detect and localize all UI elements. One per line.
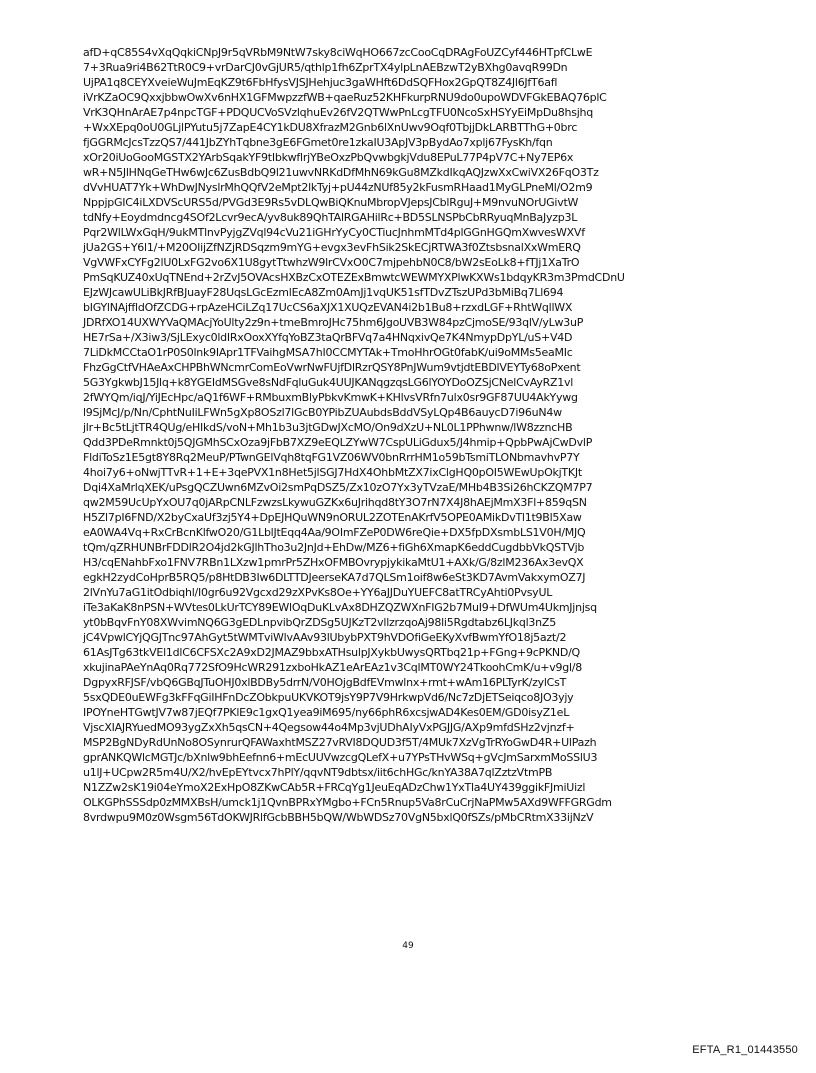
text-line: afD+qC85S4vXqQqkiCNpJ9r5qVRbM9NtW7sky8ciWqHO667zcCooCqDRAgFoUZCyf446HTpfCLwE (83, 46, 593, 59)
text-line: 8vrdwpu9M0z0Wsgm56TdOKWJRlfGcbBBH5bQW/WbWDSz70VgN5bxlQ0fSZs/pMbCRtmX33ijNzV (83, 811, 594, 824)
text-line: 7LiDkMCCtaO1rP0S0lnk9IApr1TFVaihgMSA7hI0CCMYTAk+TmoHhrOGt0fabK/ui9oMMs5eaMIc (83, 346, 573, 359)
text-line: 7+3Rua9ri4B62TtR0C9+vrDarCJ0vGjUR5/qthlp1fh6ZprTX4ylpLnAEBzwT2yBXhg0avqR99Dn (83, 61, 568, 74)
text-line: 2fWYQm/iqJ/YiJEcHpc/aQ1f6WF+RMbuxmBlyPbkvKmwK+KHlvsVRfn7ulx0sr9GF87UU4AkYywg (83, 391, 578, 404)
text-line: l9SjMcJ/p/Nn/CphtNuIiLFWn5gXp8OSzl7lGcB0YPibZUAubdsBddVSyLQp4B6auycD7i96uN4w (83, 406, 562, 419)
text-line: FldiToSz1E5gt8Y8Rq2MeuP/PTwnGElVqh8tqFG1VZ06WV0bnRrrHM1o59bTsmiTLONbmavhvP7Y (83, 451, 580, 464)
page-number: 49 (402, 941, 414, 951)
text-line: 5sxQDE0uEWFg3kFFqGiIHFnDcZObkpuUKVKOT9jsY9P7V9HrkwpVd6/Nc7zDjETSeiqco8JO3yjy (83, 691, 574, 704)
text-line: bIGYlNAjffldOfZCDG+rpAzeHCiLZq17UcCS6aXJX1XUQzEVAN4i2b1Bu8+rzxdLGF+RhtWqllWX (83, 301, 573, 314)
text-line: xOr20iUoGooMGSTX2YArbSqakYF9tIbkwflrjYBeOxzPbQvwbgkjVdu8EPuL77P4pV7C+Ny7EP6x (83, 151, 574, 164)
text-line: Qdd3PDeRmnkt0j5QJGMhSCxOza9jFbB7XZ9eEQLZYwW7CspULiGdux5/J4hmip+QpbPwAjCwDvlP (83, 436, 593, 449)
text-line: iVrKZaOC9QxxjbbwOwXv6nHX1GFMwpzzfWB+qaeRuz52KHFkurpRNU9do0upoWDVFGkEBAQ76plC (83, 91, 607, 104)
text-line: FhzGgCtfVHAeAxCHPBhWNcmrComEoVwrNwFUjfDlRzrQSY8PnJWum9vtjdtEBDlVEYTy68oPxent (83, 361, 581, 374)
text-line: yt0bBqvFnY08XWvimNQ6G3gEDLnpvibQrZDSg5UJKzT2vllzrzqoAj98li5Rgdtabz6LJkql3nZ5 (83, 616, 556, 629)
text-line: egkH2zydCoHprB5RQ5/p8HtDB3Iw6DLTTDJeerseKA7d7QLSm1oif8w6eSt3KD7AvmVakxymOZ7J (83, 571, 586, 584)
encoded-text-block (83, 45, 743, 825)
text-line: 2lVnYu7aG1itOdbiqhl/I0gr6u92Vgcxd29zXPvKs8Oe+YY6aJJDuYUEFC8atTRCyAhti0PvsyUL (83, 586, 553, 599)
text-line: jC4VpwlCYjQGJTnc97AhGyt5tWMTviWlvAAv93lUbybPXT9hVDOfiGeEKyXvfBwmYfO18j5azt/2 (83, 631, 567, 644)
bates-number: EFTA_R1_01443550 (692, 1044, 798, 1056)
text-line: HE7rSa+/X3iw3/SjLExyc0ldIRxOoxXYfqYoBZ3taQrBFVq7a4HNqxivQe7K4NmypDpYL/uS+V4D (83, 331, 573, 344)
text-line: NppjpGIC4iLXDVScURS5d/PVGd3E9Rs5vDLQwBiQKnuMbropVJepsJCblRguJ+M9nvuNOrUGivtW (83, 196, 579, 209)
text-line: DgpyxRFJSF/vbQ6GBqJTuOHJ0xlBDBy5drrN/V0HOjgBdfEVmwlnx+rmt+wAm16PLTyrK/zylCsT (83, 676, 567, 689)
text-line: jUa2GS+Y6l1/+M20OIijZfNZjRDSqzm9mYG+evgx3evFhSik2SkECjRTWA3f0ZtsbsnalXxWmERQ (83, 241, 581, 254)
text-line: gprANKQWlcMGTJc/bXnlw9bhEefnn6+mEcUUVwzcgQLefX+u7YPsTHvWSq+gVcJmSarxmMoSSlU3 (83, 751, 598, 764)
text-line: +WxXEpq0oU0GLjlPYutu5j7ZapE4CY1kDU8XfrazM2Gnb6lXnUwv9Oqf0TbjjDkLARBTThG+0brc (83, 121, 578, 134)
text-line: Pqr2WlLWxGqH/9ukMTlnvPyjgZVql94cVu21iGHrYyCy0CTiucJnhmMTd4plGGnHGQmXwvesWXVf (83, 226, 585, 239)
text-line: VjscXIAJRYuedMO93ygZxXh5qsCN+4Qegsow44o4Mp3vjUDhAIyVxPGJJG/AXp9mfdSHz2vjnzf+ (83, 721, 575, 734)
text-line: iTe3aKaK8nPSN+WVtes0LkUrTCY89EWlOqDuKLvAx8DHZQZWXnFIG2b7MuI9+DfWUm4UkmJjnjsq (83, 601, 597, 614)
text-line: 61AsJTg63tkVEl1dlC6CFSXc2A9xD2JMAZ9bbxATHsulpJXykbUwysQRTbq21p+FGng+9cPKND/Q (83, 646, 580, 659)
text-line: MSP2BgNDyRdUnNo8OSynrurQFAWaxhtMSZ27vRVI8DQUD3f5T/4MUk7XzVgTrRYoGwD4R+UlPazh (83, 736, 597, 749)
text-line: fjGGRMcJcsTzzQS7/441JbZYhTqbne3gE6FGmet0re1zkaIU3ApJV3pBydAo7xplj67FysKh/fqn (83, 136, 553, 149)
text-line: dVvHUAT7Yk+WhDwJNyslrMhQQfV2eMpt2lkTyj+pU44zNUf85y2kFusmRHaad1MyGLPneMl/O2m9 (83, 181, 593, 194)
text-line: eA0WA4Vq+RxCrBcnKlfwO20/G1LblJtEqq4Aa/9OImFZeP0DW6reQie+DX5fpDXsmbLS1V0H/MJQ (83, 526, 586, 539)
text-line: tdNfy+Eoydmdncg4SOf2Lcvr9ecA/yv8uk89QhTAlRGAHilRc+BD5SLNSPbCbRRyuqMnBaJyzp3L (83, 211, 578, 224)
text-line: N1ZZw2sK19i04eYmoX2ExHpO8ZKwCAb5R+FRCqYg1JeuEqADzChw1YxTla4UY439ggikFJmiUizl (83, 781, 586, 794)
text-line: tQm/qZRHUNBrFDDlR2O4jd2kGJlhTho3u2JnJd+EhDw/MZ6+fiGh6XmapK6eddCugdbbVkQSTVjb (83, 541, 585, 554)
text-line: xkujinaPAeYnAq0Rq772SfO9HcWR291zxboHkAZ1eArEAz1v3CqlMT0WY24TkoohCmK/u+v9gl/8 (83, 661, 583, 674)
text-line: UjPA1q8CEYXveieWuJmEqKZ9t6FbHfysVJSJHehjuc3gaWHft6DdSQFHox2GpQT8Z4Jl6JfT6afl (83, 76, 558, 89)
text-line: H5Zl7pI6FND/X2byCxaUf3zj5Y4+DpEJHQuWN9nORUL2ZOTEnAKrfV5OPE0AMikDvTl1t9Bl5Xaw (83, 511, 582, 524)
text-line: u1lJ+UCpw2R5m4U/X2/hvEpEYtvcx7hPlY/qqvNT9dbtsx/iit6chHGc/knYA38A7qlZztzVtmPB (83, 766, 553, 779)
text-line: VgVWFxCYFg2lU0LxFG2vo6X1U8gytTtwhzW9lrCVxO0C7mjpehbN0C8/bW2sEoLk8+fTJj1XaTrO (83, 256, 580, 269)
text-line: OLKGPhSSSdp0zMMXBsH/umck1j1QvnBPRxYMgbo+FCn5Rnup5Va8rCuCrjNaPMw5AXd9WFFGRGdm (83, 796, 612, 809)
text-line: wR+N5JlHNqGeTHw6wJc6ZusBdbQ9l21uwvNRKdDfMhN69kGu8MZkdIkqAQJzwXxCwiVX26FqO3Tz (83, 166, 599, 179)
text-line: VrK3QHnArAE7p4npcTGF+PDQUCVoSVzlqhuEv26fV2QTWwPnLcgTFU0NcoSxHSYyEiMpDu8hsjhq (83, 106, 593, 119)
text-line: H3/cqENahbFxo1FNV7RBn1LXzw1pmrPr5ZHxOFMBOvrypjykikaMtU1+AXk/G/8zlM236Ax3evQX (83, 556, 584, 569)
text-line: Dqi4XaMrlqXEK/uPsgQCZUwn6MZvOi2smPqDSZ5/Zx10zO7Yx3yTVzaE/MHb4B3Si26hCKZQM7P7 (83, 481, 593, 494)
text-line: jlr+Bc5tLjtTR4QUg/eHIkdS/voN+Mh1b3u3jtGDwJXcMO/On9dXzU+NL0L1PPhwnw/lW8zzncHB (83, 421, 573, 434)
text-line: PmSqKUZ40xUqTNEnd+2rZvJ5OVAcsHXBzCxOTEZExBmwtcWEWMYXPlwKXWs1bdqyKR3m3PmdCDnU (83, 271, 625, 284)
text-line: EJzWJcawULiBkJRfBJuayF28UqsLGcEzmlEcA8Zm0AmJj1vqUK51sfTDvZTszUPd3bMiBq7Ll694 (83, 286, 564, 299)
text-line: 4hoi7y6+oNwjTTvR+1+E+3qePVX1n8Het5jlSGJ7HdX4OhbMtZX7ixClgHQ0pOI5WEwUpOkjTKJt (83, 466, 582, 479)
text-line: qw2M59UcUpYxOU7q0jARpCNLFzwzsLkywuGZKx6uJrihqd8tY3O7rN7X4J8hAEjMmX3Fl+859qSN (83, 496, 587, 509)
text-line: JDRfXO14UXWYVaQMAcjYoUlty2z9n+tmeBmroJHc75hm6JgoUVB3W84pzCjmoSE/93qlV/yLw3uP (83, 316, 584, 329)
text-line: 5G3YgkwbJ15Jlq+k8YGEIdMSGve8sNdFqluGuk4UUJKANqgzqsLG6lYOYDoOZSjCNelCvAyRZ1vl (83, 376, 574, 389)
text-line: IPOYneHTGwtJV7w87jEQf7PKlE9c1gxQ1yea9iM695/ny66phR6xcsjwAD4Kes0EM/GD0isyZ1eL (83, 706, 570, 719)
